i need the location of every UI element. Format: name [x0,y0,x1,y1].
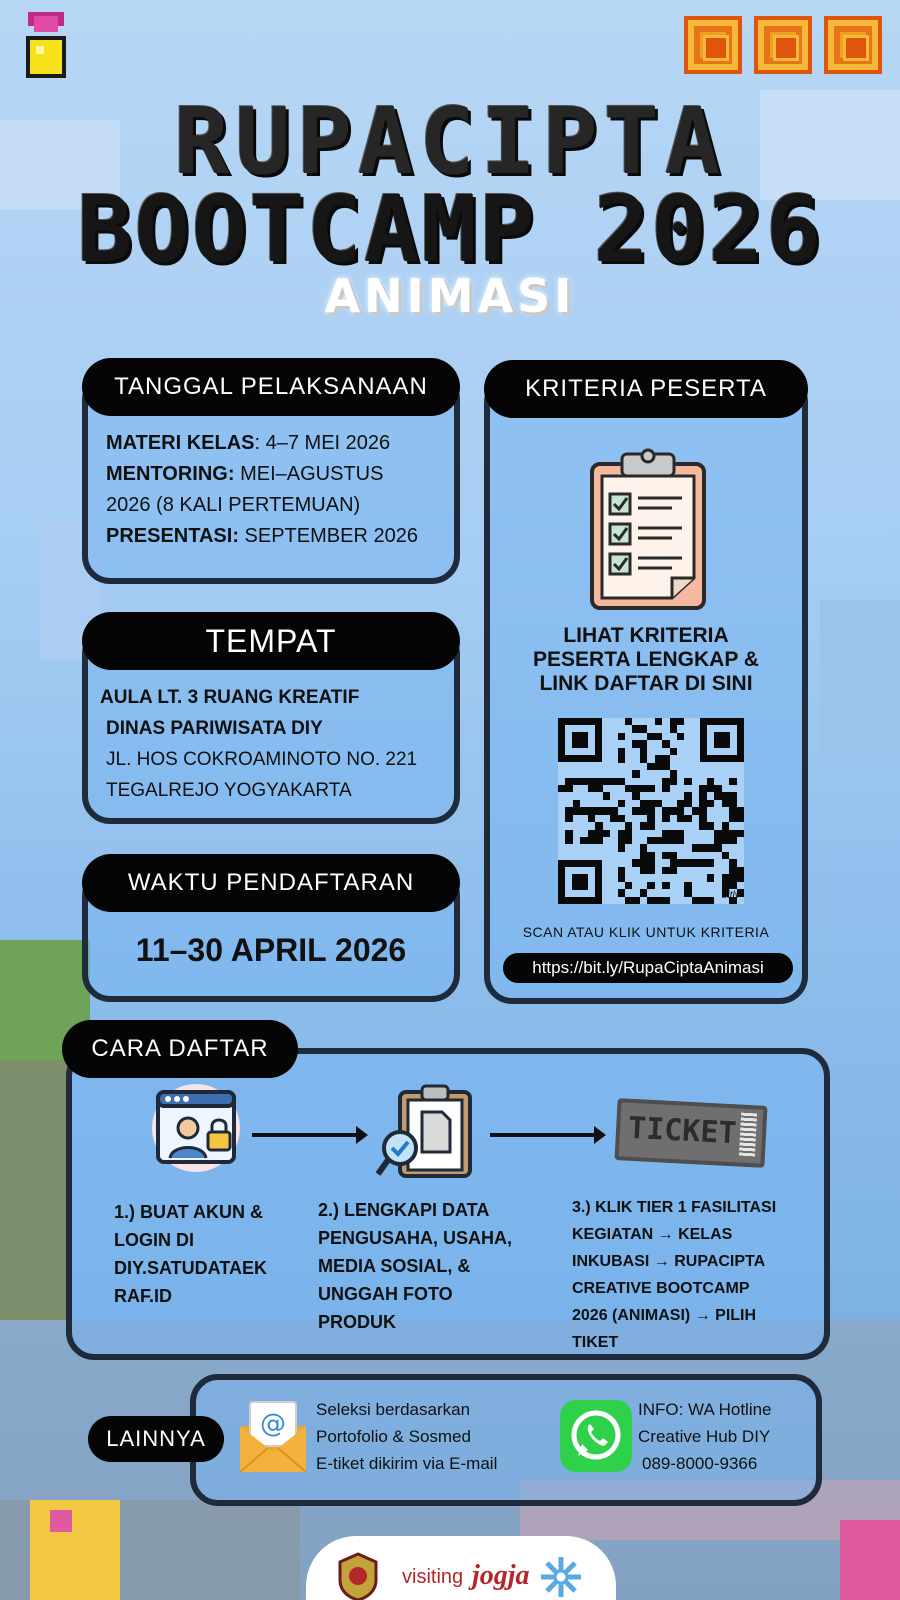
tempat-line-4: TEGALREJO YOGYAKARTA [106,780,352,801]
kriteria-scan-text: SCAN ATAU KLIK UNTUK KRITERIA [522,924,770,940]
lainnya-info-line-3: 089-8000-9366 [642,1454,758,1473]
tempat-line-2: DINAS PARIWISATA DIY [106,718,323,739]
ticket-icon [614,1098,767,1168]
crest-logo [336,1552,380,1600]
kriteria-line-1: LIHAT KRITERIA [563,624,729,647]
step-2-text: 2.) LENGKAPI DATA PENGUSAHA, USAHA, MEDIA SOSIAL, & UNGGAH FOTO PRODUK [318,1200,513,1332]
qr-finder [700,718,744,762]
footer-visiting: visiting [402,1566,464,1588]
browser-login-icon [148,1082,244,1174]
tanggal-presentasi: PRESENTASI: SEPTEMBER 2026 [106,525,418,547]
document-search-icon [376,1082,480,1186]
lainnya-email-line-2: Portofolio & Sosmed [316,1427,471,1446]
lainnya-info-line-2: Creative Hub DIY [638,1427,771,1446]
kriteria-url-link[interactable]: https://bit.ly/RupaCiptaAnimasi [503,953,793,983]
tanggal-mentoring-2: 2026 (8 KALI PERTEMUAN) [106,494,361,516]
qr-finder [558,718,602,762]
title-line-2: BOOTCAMP 2026 [76,176,824,283]
whatsapp-icon[interactable] [560,1400,632,1472]
tempat-line-3: JL. HOS COKROAMINOTO NO. 221 [106,749,418,770]
kriteria-line-2: PESERTA LENGKAP & [533,648,759,671]
medal-icon [20,12,72,82]
kriteria-line-3: LINK DAFTAR DI SINI [539,672,753,695]
step-arrow [490,1133,602,1137]
step-arrow [252,1133,364,1137]
footer-logos [306,1536,616,1600]
lainnya-email-line-1: Seleksi berdasarkan [316,1400,471,1419]
tanggal-mentoring: MENTORING: MEI–AGUSTUS [106,463,384,485]
clipboard-checklist-icon [588,446,708,612]
ticket-label: TICKET [627,1110,738,1152]
kriteria-heading: KRITERIA PESERTA [484,360,808,418]
cara-daftar-heading: CARA DAFTAR [62,1020,298,1078]
pendaftaran-date: 11–30 APRIL 2026 [135,932,407,968]
pendaftaran-heading: WAKTU PENDAFTARAN [82,854,460,912]
tanggal-heading: TANGGAL PELAKSANAAN [82,358,460,416]
title-line-3: ANIMASI [324,269,576,323]
qr-brand: bitly [722,890,740,901]
svg-text:@: @ [260,1409,286,1439]
coin-icon [754,16,812,74]
lainnya-info-line-1: INFO: WA Hotline [638,1400,772,1419]
tanggal-materi: MATERI KELAS: 4–7 MEI 2026 [106,432,391,454]
tempat-line-1: AULA LT. 3 RUANG KREATIF [100,687,360,708]
coin-icon [824,16,882,74]
lainnya-heading: LAINNYA [88,1416,224,1462]
qr-finder [558,860,602,904]
title-line-1: RUPACIPTA [173,88,727,195]
tempat-heading: TEMPAT [82,612,460,670]
email-icon [238,1396,308,1474]
step-3-text: 3.) KLIK TIER 1 FASILITASI KEGIATAN → KELAS INKUBASI → RUPACIPTA CREATIVE BOOTCAMP 2026 (ANIMASI) → PILIH TIKET [572,1199,777,1351]
footer-jogja: jogja [472,1560,530,1591]
lainnya-email-line-3: E-tiket dikirim via E-mail [316,1454,498,1473]
snowflake-logo [538,1554,584,1600]
coin-icon [684,16,742,74]
step-1-text: 1.) BUAT AKUN & LOGIN DI DIY.SATUDATAEK RAF.ID [114,1202,267,1306]
